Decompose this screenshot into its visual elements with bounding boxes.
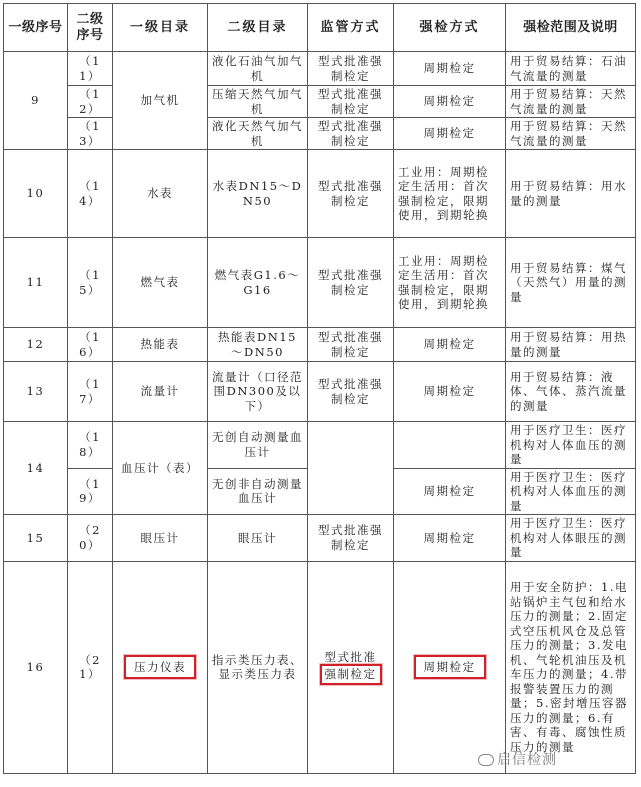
level1-no-cell: 16 <box>4 561 68 773</box>
table-row <box>4 150 636 238</box>
scope-cell: 用于贸易结算：天然气流量的测量 <box>506 86 636 118</box>
scope-cell: 用于贸易结算：石油气流量的测量 <box>506 52 636 86</box>
level2-no-cell: （15） <box>68 238 113 328</box>
scope-cell: 用于安全防护：1.电站锅炉主气包和给水压力的测量；2.固定式空压机风仓及总管压力的测量；3.发电机、气轮机油压及机车压力的测量；4.带报警装置压力的测量；5.密封增压容器压力的测量；6.有害、有毒、腐蚀性质压力的测量 <box>506 561 636 773</box>
supervision-cell: 型式批准强制检定 <box>308 150 394 238</box>
scope-cell: 用于贸易结算：用水量的测量 <box>506 150 636 238</box>
header-row <box>4 4 636 52</box>
level1-catalog-cell: 水表 <box>113 150 208 238</box>
level1-catalog-cell: 血压计（表） <box>113 422 208 515</box>
level1-catalog-cell: 眼压计 <box>113 515 208 562</box>
scope-cell: 用于贸易结算：煤气（天然气）用量的测量 <box>506 238 636 328</box>
inspection-cell: 周期检定 <box>394 328 506 362</box>
level2-no-cell: （14） <box>68 150 113 238</box>
inspection-cell: 周期检定 <box>394 118 506 150</box>
level1-no-cell: 14 <box>4 422 68 515</box>
header-level2-no: 二级序号 <box>68 4 113 52</box>
regulation-table <box>3 3 636 774</box>
supervision-cell: 型式批准强制检定 <box>308 328 394 362</box>
level2-catalog-cell: 无创自动测量血压计 <box>208 422 308 469</box>
inspection-cell: 周期检定 <box>394 52 506 86</box>
level2-catalog-cell: 指示类压力表、显示类压力表 <box>208 561 308 773</box>
table-row <box>4 86 636 118</box>
table-row <box>4 238 636 328</box>
level1-no-cell: 11 <box>4 238 68 328</box>
level2-no-cell: （20） <box>68 515 113 562</box>
header-level1-catalog: 一级目录 <box>113 4 208 52</box>
scope-cell: 用于医疗卫生：医疗机构对人体血压的测量 <box>506 422 636 469</box>
supervision-cell: 型式批准强制检定 <box>308 52 394 86</box>
level2-no-cell: （11） <box>68 52 113 86</box>
highlight-box <box>124 655 196 680</box>
level1-no-cell: 12 <box>4 328 68 362</box>
level2-catalog-cell: 热能表DN15～DN50 <box>208 328 308 362</box>
level2-no-cell: （16） <box>68 328 113 362</box>
scope-cell: 用于医疗卫生：医疗机构对人体血压的测量 <box>506 468 636 515</box>
inspection-cell: 工业用：周期检定生活用：首次强制检定，限期使用，到期轮换 <box>394 238 506 328</box>
level1-catalog-cell <box>113 561 208 773</box>
level2-catalog-cell: 无创非自动测量血压计 <box>208 468 308 515</box>
level2-no-cell: （19） <box>68 468 113 515</box>
table-row <box>4 328 636 362</box>
level1-no-cell: 9 <box>4 52 68 150</box>
table-row <box>4 515 636 562</box>
level2-catalog-cell: 液化天然气加气机 <box>208 118 308 150</box>
level2-catalog-cell: 液化石油气加气机 <box>208 52 308 86</box>
level1-no-cell: 10 <box>4 150 68 238</box>
supervision-cell: 型式批准强制检定 <box>308 118 394 150</box>
type-approval-label: 型式批准 <box>324 649 377 664</box>
level2-catalog-cell: 眼压计 <box>208 515 308 562</box>
header-scope: 强检范围及说明 <box>506 4 636 52</box>
level1-catalog-cell: 流量计 <box>113 362 208 422</box>
level1-no-cell: 15 <box>4 515 68 562</box>
inspection-cell: 周期检定 <box>394 362 506 422</box>
header-level1-no: 一级序号 <box>4 4 68 52</box>
level2-catalog-cell: 压缩天然气加气机 <box>208 86 308 118</box>
inspection-cell: 工业用：周期检定生活用：首次强制检定，限期使用，到期轮换 <box>394 150 506 238</box>
table-row <box>4 52 636 86</box>
level2-catalog-cell: 燃气表G1.6～G16 <box>208 238 308 328</box>
level1-catalog-cell: 热能表 <box>113 328 208 362</box>
level2-catalog-cell: 流量计（口径范围DN300及以下） <box>208 362 308 422</box>
level1-no-cell: 13 <box>4 362 68 422</box>
supervision-cell: 型式批准强制检定 <box>308 515 394 562</box>
mandatory-verification-label: 强制检定 <box>324 667 377 681</box>
scope-cell: 用于贸易结算：用热量的测量 <box>506 328 636 362</box>
header-supervision: 监管方式 <box>308 4 394 52</box>
header-level2-catalog: 二级目录 <box>208 4 308 52</box>
scope-cell: 用于贸易结算：液体、气体、蒸汽流量的测量 <box>506 362 636 422</box>
table-row <box>4 561 636 773</box>
supervision-cell: 型式批准强制检定 <box>308 362 394 422</box>
pressure-instrument-label: 压力仪表 <box>134 659 186 674</box>
inspection-cell: 周期检定 <box>394 515 506 562</box>
highlight-box <box>320 664 382 685</box>
header-inspection: 强检方式 <box>394 4 506 52</box>
scope-cell: 用于医疗卫生：医疗机构对人体眼压的测量 <box>506 515 636 562</box>
inspection-cell <box>394 561 506 773</box>
inspection-cell: 周期检定 <box>394 468 506 515</box>
level2-catalog-cell: 水表DN15～DN50 <box>208 150 308 238</box>
table-row <box>4 422 636 469</box>
level2-no-cell: （12） <box>68 86 113 118</box>
supervision-cell: 型式批准强制检定 <box>308 86 394 118</box>
watermark-text: 启信检测 <box>497 752 557 768</box>
level2-no-cell: （21） <box>68 561 113 773</box>
supervision-cell <box>308 561 394 773</box>
highlight-box <box>414 655 486 680</box>
inspection-cell: 周期检定 <box>394 86 506 118</box>
level2-no-cell: （17） <box>68 362 113 422</box>
periodic-verification-label: 周期检定 <box>423 659 476 674</box>
level2-no-cell: （18） <box>68 422 113 469</box>
scope-cell: 用于贸易结算：天然气流量的测量 <box>506 118 636 150</box>
table-row <box>4 362 636 422</box>
supervision-cell <box>308 422 394 515</box>
level1-catalog-cell: 燃气表 <box>113 238 208 328</box>
watermark <box>478 749 557 769</box>
wechat-icon <box>478 754 494 766</box>
inspection-cell <box>394 422 506 469</box>
level2-no-cell: （13） <box>68 118 113 150</box>
supervision-cell: 型式批准强制检定 <box>308 238 394 328</box>
level1-catalog-cell: 加气机 <box>113 52 208 150</box>
table-row <box>4 118 636 150</box>
